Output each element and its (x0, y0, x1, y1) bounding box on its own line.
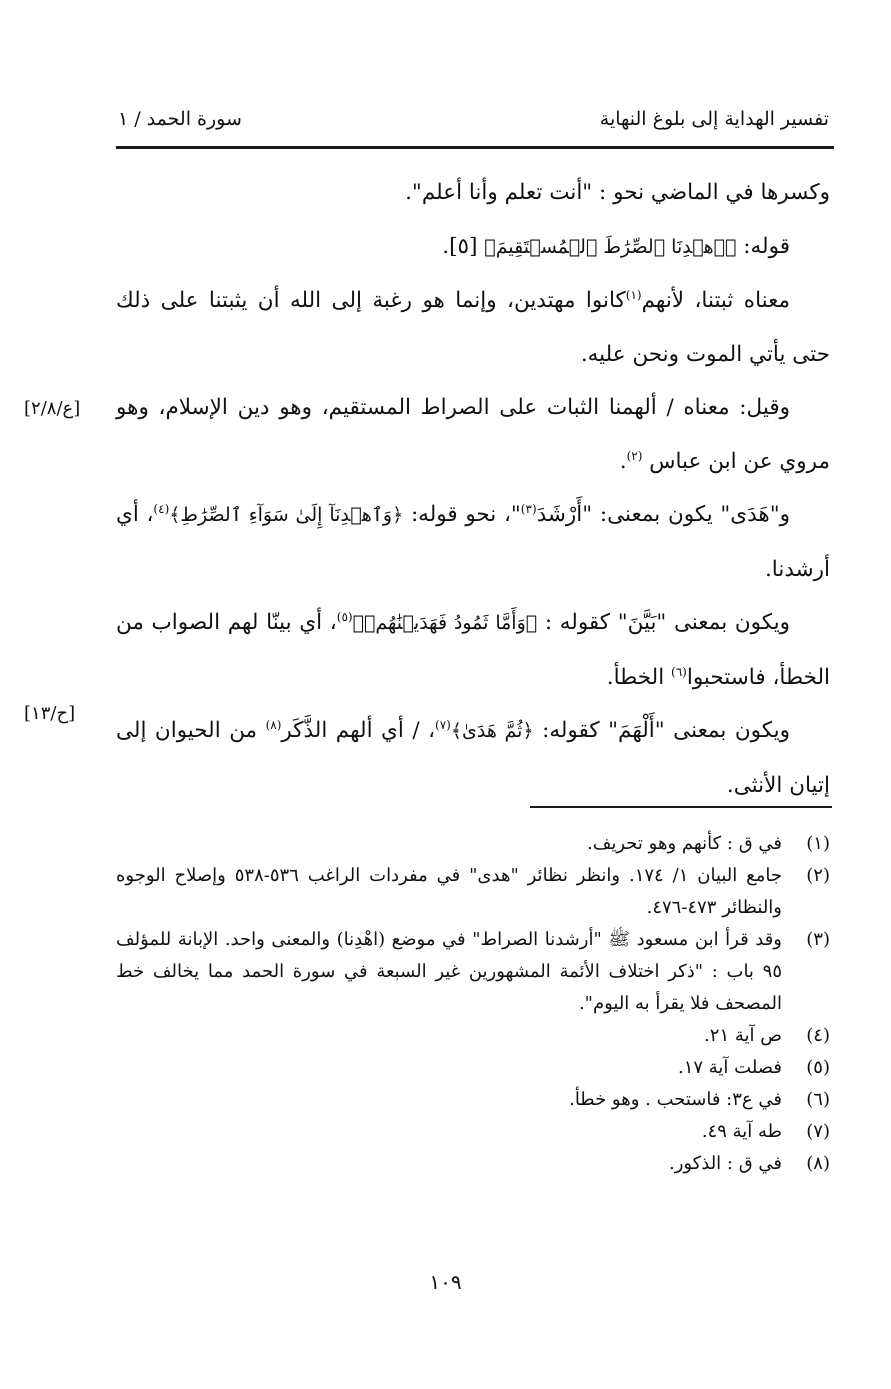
book-title: تفسير الهداية إلى بلوغ النهاية (599, 108, 829, 130)
footnote-item: (١) في ق : كأنهم وهو تحريف. (587, 833, 830, 854)
footnote-ref: (١) (625, 287, 642, 302)
footnote-ref: (٤) (153, 501, 170, 516)
footnote-item: (٢) جامع البيان ١/ ١٧٤. وانظر نظائر "هدى" في مفردات الراغب ٥٣٦-٥٣٨ وإصلاح الوجوه والنظائر ٤٧٣-٤٧٦. (116, 865, 830, 918)
surah-reference: سورة الحمد / ١ (118, 108, 242, 130)
footnote-ref: (٥) (336, 609, 353, 624)
paragraph-7: ويكون بمعنى "أَلْهَمَ" كقوله: ﴿ثُمَّ هَدَىٰ﴾$^{(٧)}$، / أي ألهم الذَّكَر$^{(٨)}$ من الحيوان إلى إتيان الأنثى. (116, 717, 830, 798)
footnote-divider (530, 806, 832, 808)
footnote-item: (٣) وقد قرأ ابن مسعود ﷺ "أرشدنا الصراط" في موضع (اهْدِنا) والمعنى واحد. الإبانة للمؤلف ٩٥ باب : "ذكر اختلاف الأئمة المشهورين غير السبعة في سورة الحمد مما يخالف خط المصحف فلا يقرأ به اليوم". (116, 929, 830, 1014)
footnote-ref: (٢) (626, 448, 643, 463)
paragraph-1: وكسرها في الماضي نحو : "أنت تعلم وأنا أعلم". (405, 180, 830, 205)
quran-verse: ﴿ثُمَّ هَدَىٰ﴾ (450, 720, 534, 742)
quran-verse: ﴿ٱهۡدِنَا ٱلصِّرَٰطَ ٱلۡمُسۡتَقِيمَ﴾ (484, 235, 737, 258)
paragraph-3: معناه ثبتنا، لأنهم$^{(١)}$كانوا مهتدين، وإنما هو رغبة إلى الله أن يثبتنا على ذلك حتى يأتي الموت ونحن عليه. (116, 287, 830, 367)
footnote-item: (٦) في ع٣: فاستحب . وهو خطأ. (569, 1089, 830, 1110)
margin-note-1: [ع/٢/٨] (24, 398, 81, 419)
paragraph-5: و"هَدَى" يكون بمعنى: "أَرْشَدَ$^{(٣)}$"، نحو قوله: ﴿وَٱهۡدِنَآ إِلَىٰ سَوَآءِ ٱلصِّرَٰطِ﴾$^{(٤)}$، أي أرشدنا. (116, 501, 830, 582)
footnote-item: (٥) فصلت آية ١٧. (677, 1057, 830, 1078)
page-number: ١٠٩ (429, 1270, 462, 1294)
quran-verse: ﴿وَأَمَّا ثَمُودُ فَهَدَيۡنَٰهُمۡ﴾ (352, 612, 538, 634)
footnote-item: (٨) في ق : الذكور. (668, 1153, 830, 1174)
margin-note-2: [ح/١٣] (24, 703, 76, 724)
footnote-item: (٧) طه آية ٤٩. (701, 1121, 830, 1142)
footnote-ref: (٧) (435, 717, 451, 732)
footnotes (116, 828, 830, 1180)
footnote-ref: (٣) (520, 501, 537, 516)
footnote-ref: (٨) (265, 717, 282, 732)
quran-verse: ﴿وَٱهۡدِنَآ إِلَىٰ سَوَآءِ ٱلصِّرَٰطِ﴾ (169, 504, 404, 526)
main-text (116, 166, 830, 812)
paragraph-6: ويكون بمعنى "بَيَّنَ" كقوله : ﴿وَأَمَّا ثَمُودُ فَهَدَيۡنَٰهُمۡ﴾$^{(٥)}$، أي بينّا لهم الصواب من الخطأ، فاستحبوا$^{(٦)}$ الخطأ. (116, 609, 830, 690)
footnote-ref: (٦) (671, 664, 687, 679)
footnote-item: (٤) ص آية ٢١. (704, 1025, 830, 1046)
header-divider (116, 146, 834, 149)
paragraph-4: وقيل: معناه / ألهمنا الثبات على الصراط المستقيم، وهو دين الإسلام، وهو مروي عن ابن عباس $^{(٢)}$. (116, 395, 830, 474)
paragraph-2: قوله: ﴿ٱهۡدِنَا ٱلصِّرَٰطَ ٱلۡمُسۡتَقِيمَ﴾ [٥]. (442, 233, 790, 259)
